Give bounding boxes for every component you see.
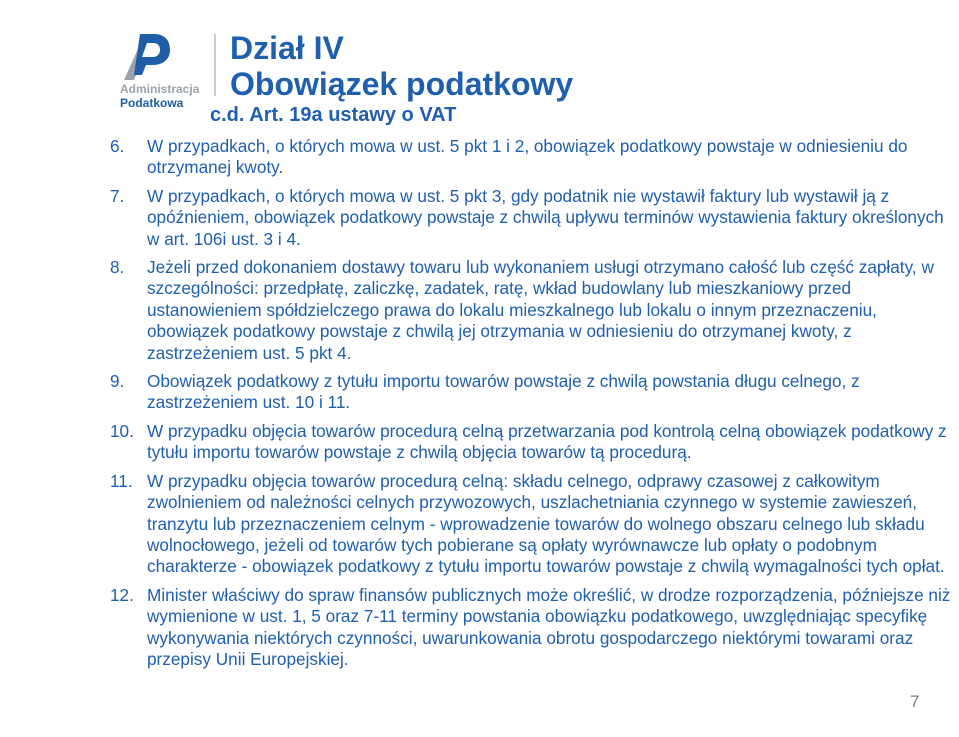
- item-number: 9.: [110, 371, 125, 392]
- item-number: 8.: [110, 257, 125, 278]
- title-dzial: Dział IV: [230, 30, 344, 66]
- list-item: [110, 257, 956, 364]
- logo-text-podatkowa: Podatkowa: [120, 96, 184, 110]
- item-text: Obowiązek podatkowy z tytułu importu towarów powstaje z chwilą powstania długu celnego, z zastrzeżeniem ust. 10 i 11.: [147, 371, 860, 413]
- article-paragraph-list: [110, 136, 956, 677]
- header-divider: [214, 34, 216, 96]
- administracja-podatkowa-logo-icon: [120, 30, 172, 82]
- item-text: Jeżeli przed dokonaniem dostawy towaru lub wykonaniem usługi otrzymano całość lub część zapłaty, w szczególności: przedpłatę, zaliczkę, zadatek, ratę, wkład budowlany lub mieszkaniowy przed ustanowieniem spółdzielczego prawa do lokalu mieszkalnego lub lokalu o innym przeznaczeniu, obowiązek podatkowy powstaje z chwilą jej otrzymania w odniesieniu do otrzymanej kwoty, z zastrzeżeniem ust. 5 pkt 4.: [147, 257, 934, 363]
- list-item: [110, 136, 956, 179]
- item-text: W przypadkach, o których mowa w ust. 5 pkt 1 i 2, obowiązek podatkowy powstaje w odniesieniu do otrzymanej kwoty.: [147, 136, 908, 178]
- item-number: 10.: [110, 420, 134, 441]
- list-item: [110, 471, 956, 578]
- subtitle-article: c.d. Art. 19a ustawy o VAT: [210, 104, 457, 126]
- item-number: 6.: [110, 136, 125, 156]
- list-item: [110, 186, 956, 250]
- item-text: W przypadkach, o których mowa w ust. 5 pkt 3, gdy podatnik nie wystawił faktury lub wystawił ją z opóźnieniem, obowiązek podatkowy powstaje z chwilą upływu terminów wystawienia faktury określonych w art. 106i ust. 3 i 4.: [147, 185, 944, 249]
- item-number: 12.: [110, 584, 134, 605]
- list-item: [110, 421, 956, 464]
- item-number: 7.: [110, 185, 125, 206]
- list-item: [110, 585, 956, 671]
- item-text: W przypadku objęcia towarów procedurą celną: składu celnego, odprawy czasowej z całkowitym zwolnieniem od należności celnych przywozowych, uszlachetniania czynnego w systemie zawieszeń, tranzytu lub przeznaczeniem celnym - wprowadzenie towarów do wolnego obszaru celnego lub składu wolnocłowego, jeżeli od towarów tych pobierane są opłaty wyrównawcze lub opłaty o podobnym charakterze - obowiązek podatkowy z tytułu importu towarów powstaje z chwilą wymagalności tych opłat.: [147, 470, 945, 577]
- item-text: W przypadku objęcia towarów procedurą celną przetwarzania pod kontrolą celną obowiązek podatkowy z tytułu importu towarów powstaje z chwilą objęcia towarów tą procedurą.: [147, 420, 947, 463]
- logo-text-administracja: Administracja: [120, 82, 200, 96]
- page-number: 7: [910, 692, 920, 711]
- item-text: Minister właściwy do spraw finansów publicznych może określić, w drodze rozporządzenia, późniejsze niż wymienione w ust. 1, 5 oraz 7-11 terminy powstania obowiązku podatkowego, uwzględniając specyfikę wykonywania niektórych czynności, uwarunkowania obrotu gospodarczego niektórymi towarami oraz przepisy Unii Europejskiej.: [147, 584, 951, 669]
- item-number: 11.: [110, 470, 133, 491]
- list-item: [110, 371, 956, 414]
- logo: [118, 30, 208, 110]
- title-obowiazek: Obowiązek podatkowy: [230, 66, 574, 102]
